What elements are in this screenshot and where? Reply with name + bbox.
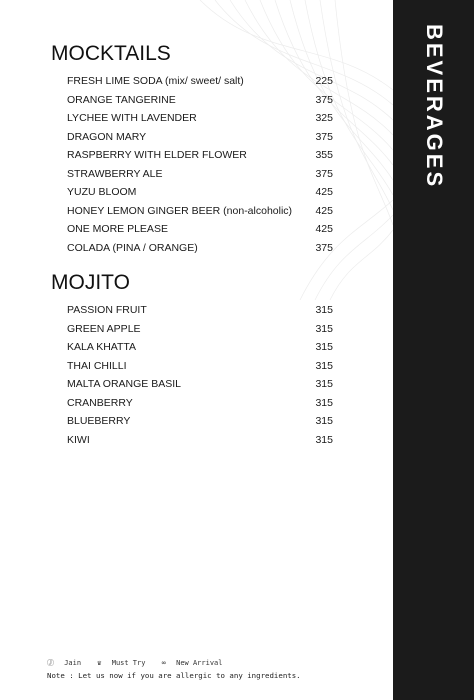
item-name: BLUEBERRY: [67, 415, 131, 427]
item-price: 375: [315, 130, 333, 143]
menu-item: [67, 434, 333, 453]
jain-icon: Ⓙ: [47, 659, 54, 667]
menu-item: [67, 242, 333, 261]
sidebar-band: [393, 0, 474, 700]
item-name: STRAWBERRY ALE: [67, 167, 163, 180]
item-name: THAI CHILLI: [67, 359, 127, 372]
item-name: LYCHEE WITH LAVENDER: [67, 112, 197, 124]
menu-item: [67, 75, 333, 94]
section-title-mojito: MOJITO: [51, 271, 130, 294]
must-try-legend: [97, 659, 151, 667]
item-price: 425: [315, 186, 333, 198]
menu-item: [67, 149, 333, 168]
item-name: KALA KHATTA: [67, 341, 137, 353]
item-price: 355: [315, 149, 333, 161]
item-price: 315: [315, 304, 333, 316]
item-name: GREEN APPLE: [67, 322, 141, 335]
menu-item: [67, 131, 333, 150]
menu-item: [67, 94, 333, 113]
menu-item: [67, 186, 333, 205]
mojito-list: [67, 304, 333, 452]
new-arrival-icon: ∞: [161, 659, 166, 667]
item-name: DRAGON MARY: [67, 130, 147, 143]
item-price: 375: [315, 93, 333, 106]
item-name: HONEY LEMON GINGER BEER (non-alcoholic): [67, 204, 293, 217]
item-name: MALTA ORANGE BASIL: [67, 378, 181, 390]
menu-item: [67, 378, 333, 397]
item-name: ONE MORE PLEASE: [67, 223, 168, 235]
menu-item: [67, 360, 333, 379]
item-name: CRANBERRY: [67, 396, 133, 409]
item-name: PASSION FRUIT: [67, 304, 147, 316]
item-name: YUZU BLOOM: [67, 186, 137, 198]
menu-item: [67, 168, 333, 187]
menu-item: [67, 341, 333, 360]
item-price: 315: [315, 415, 333, 427]
item-price: 315: [315, 322, 333, 335]
new-arrival-legend: [162, 659, 229, 667]
item-price: 315: [315, 359, 333, 372]
mocktails-list: [67, 75, 333, 260]
chef-icon: ♛: [97, 659, 102, 667]
item-name: ORANGE TANGERINE: [67, 93, 176, 106]
legend: [47, 658, 234, 668]
item-price: 375: [315, 167, 333, 180]
item-price: 315: [315, 341, 333, 353]
item-price: 315: [315, 433, 333, 446]
item-name: KIWI: [67, 433, 90, 446]
item-price: 375: [315, 241, 333, 254]
item-name: FRESH LIME SODA (mix/ sweet/ salt): [67, 75, 244, 87]
sidebar-title: BEVERAGES: [422, 24, 447, 190]
menu-item: [67, 112, 333, 131]
menu-item: [67, 323, 333, 342]
menu-item: [67, 397, 333, 416]
allergy-note: Note : Let us now if you are allergic to any ingredients.: [47, 671, 301, 680]
must-try-label: Must Try: [111, 659, 146, 667]
jain-legend: [47, 659, 87, 667]
item-price: 315: [315, 396, 333, 409]
menu-item: [67, 205, 333, 224]
new-arrival-label: New Arrival: [176, 659, 223, 667]
item-price: 315: [315, 378, 333, 390]
menu-item: [67, 304, 333, 323]
jain-label: Jain: [64, 659, 82, 667]
item-price: 425: [315, 223, 333, 235]
item-name: COLADA (PINA / ORANGE): [67, 241, 198, 254]
section-title-mocktails: MOCKTAILS: [51, 42, 171, 65]
menu-item: [67, 223, 333, 242]
item-price: 425: [315, 204, 333, 217]
menu-item: [67, 415, 333, 434]
item-name: RASPBERRY WITH ELDER FLOWER: [67, 149, 247, 161]
item-price: 225: [315, 75, 333, 87]
item-price: 325: [315, 112, 333, 124]
